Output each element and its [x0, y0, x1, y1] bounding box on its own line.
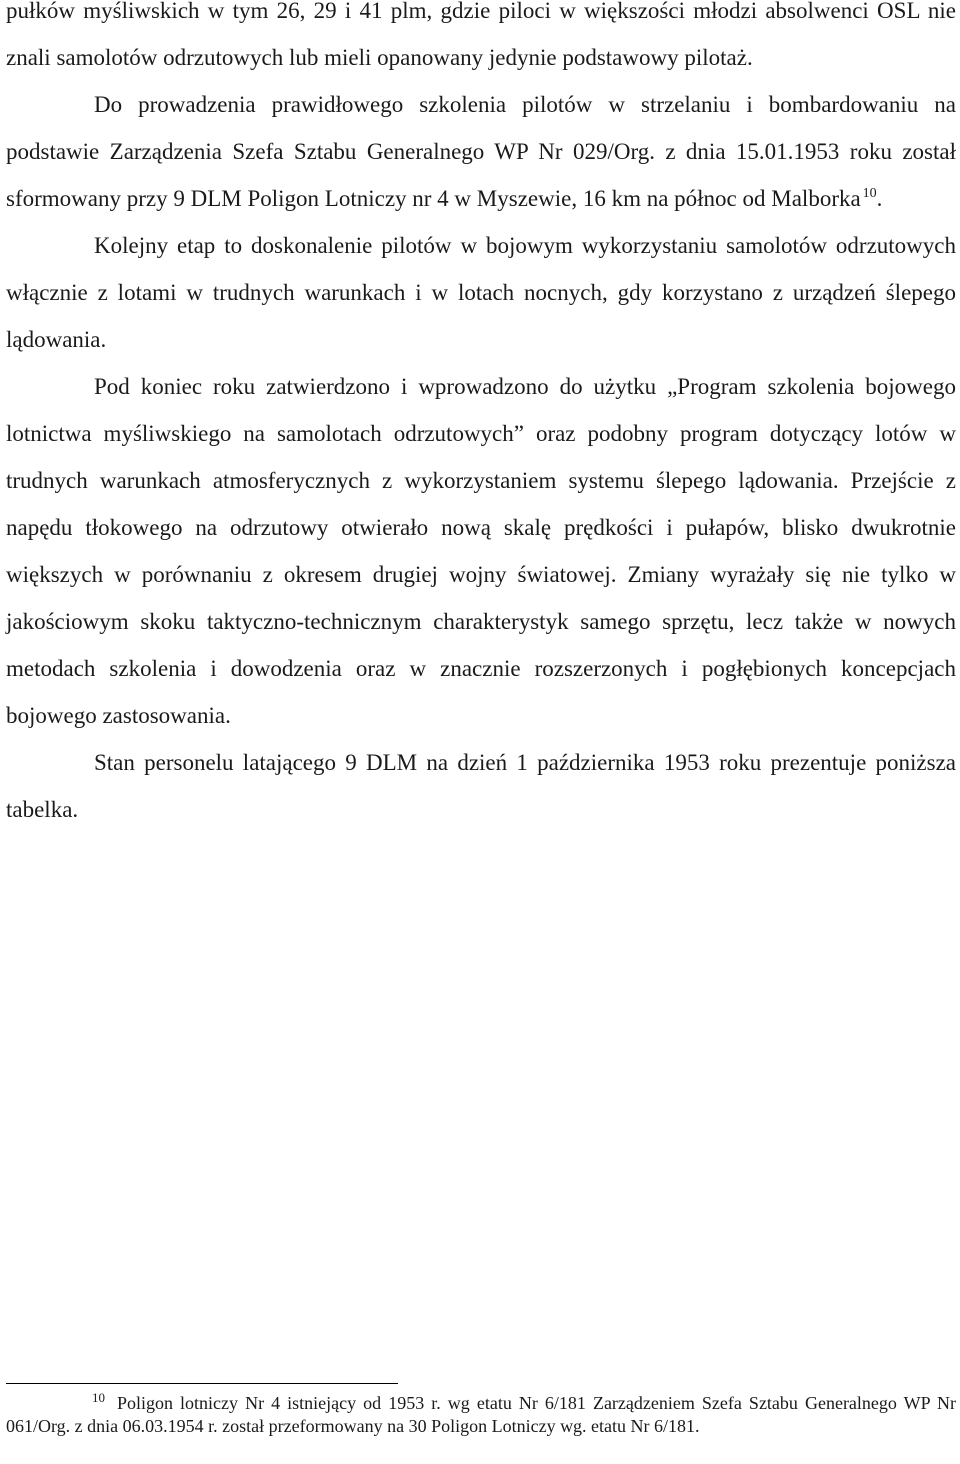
paragraph-2 — [6, 81, 956, 222]
paragraph-4: Pod koniec roku zatwierdzono i wprowadzono do użytku „Program szkolenia bojowego lotnictwa myśliwskiego na samolotach odrzutowych” oraz podobny program dotyczący lotów w trudnych warunkach atmosferycznych z wykorzystaniem systemu ślepego lądowania. Przejście z napędu tłokowego na odrzutowy otwierało nową skalę prędkości i pułapów, blisko dwukrotnie większych w porównaniu z okresem drugiej wojny światowej. Zmiany wyrażały się nie tylko w jakościowym skoku taktyczno-technicznym charakterystyk samego sprzętu, lecz także w nowych metodach szkolenia i dowodzenia oraz w znacznie rozszerzonych i pogłębionych koncepcjach bojowego zastosowania. — [6, 374, 956, 728]
paragraph-5: Stan personelu latającego 9 DLM na dzień 1 października 1953 roku prezentuje poniższa tabelka. — [6, 750, 956, 822]
paragraph-2-end: . — [876, 186, 883, 211]
paragraph-1: pułków myśliwskich w tym 26, 29 i 41 plm, gdzie piloci w większości młodzi absolwenci OSL nie znali samolotów odrzutowych lub mieli opanowany jedynie podstawowy pilotaż. — [6, 0, 956, 70]
document-body — [6, 0, 956, 833]
paragraph-3: Kolejny etap to doskonalenie pilotów w bojowym wykorzystaniu samolotów odrzutowych włącznie z lotami w trudnych warunkach i w lotach nocnych, gdy korzystano z urządzeń ślepego lądowania. — [6, 233, 956, 352]
footnote-number: 10 — [92, 1390, 105, 1405]
footnote-separator — [6, 1383, 398, 1384]
footnote — [6, 1392, 956, 1438]
footnote-text: Poligon lotniczy Nr 4 istniejący od 1953 r. wg etatu Nr 6/181 Zarządzeniem Szefa Sztabu Generalnego WP Nr 061/Org. z dnia 06.03.1954 r. został przeformowany na 30 Poligon Lotniczy wg. etatu Nr 6/181. — [6, 1393, 956, 1436]
footnote-reference[interactable]: 10 — [862, 186, 877, 201]
paragraph-2-text: Do prowadzenia prawidłowego szkolenia pilotów w strzelaniu i bombardowaniu na podstawie Zarządzenia Szefa Sztabu Generalnego WP Nr 029/Org. z dnia 15.01.1953 roku został sformowany przy 9 DLM Poligon Lotniczy nr 4 w Myszewie, 16 km na północ od Malborka — [6, 92, 956, 211]
